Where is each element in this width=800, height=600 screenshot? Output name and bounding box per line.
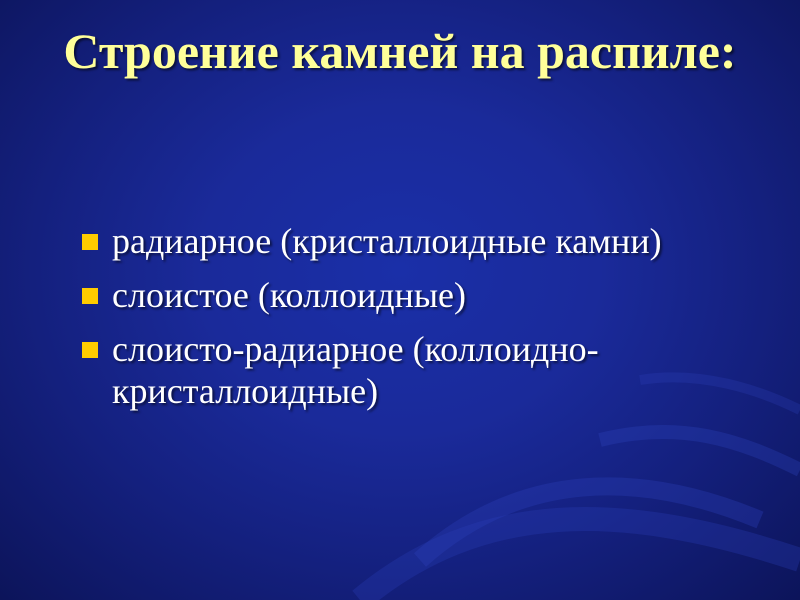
bullet-text: радиарное (кристаллоидные камни) <box>112 221 662 261</box>
bullet-item <box>80 220 760 262</box>
square-bullet-icon <box>82 234 98 250</box>
square-bullet-icon <box>82 342 98 358</box>
bullet-text: слоистое (коллоидные) <box>112 275 466 315</box>
slide-title: Строение камней на распиле: <box>63 23 737 79</box>
bullet-item <box>80 274 760 316</box>
square-bullet-icon <box>82 288 98 304</box>
bullet-item <box>80 328 760 412</box>
bullet-list <box>80 220 760 424</box>
bullet-text: слоисто-радиарное (коллоидно-кристаллоидные) <box>112 329 599 411</box>
